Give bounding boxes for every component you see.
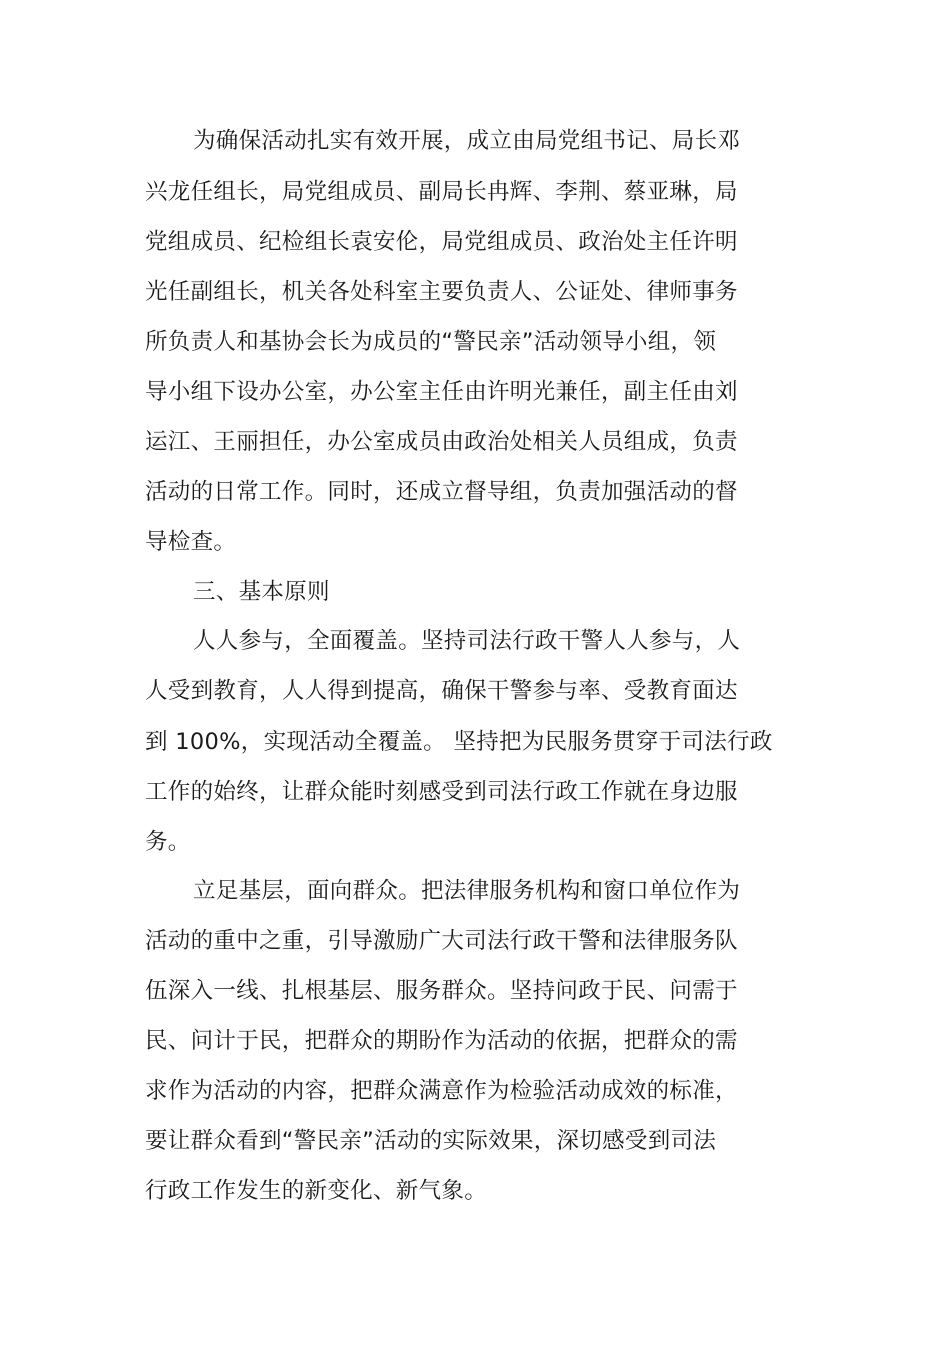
text-line: 所负责人和基协会长为成员的“警民亲”活动领导小组，领 xyxy=(145,329,717,355)
text-line: 求作为活动的内容，把群众满意作为检验活动成效的标准， xyxy=(145,1078,738,1104)
text-line: 要让群众看到“警民亲”活动的实际效果，深切感受到司法 xyxy=(145,1128,717,1154)
text-line: 党组成员、纪检组长袁安伦，局党组成员、政治处主任许明 xyxy=(145,229,738,255)
text-line: 为确保活动扎实有效开展，成立由局党组书记、局长邓 xyxy=(193,128,741,154)
text-line: 行政工作发生的新变化、新气象。 xyxy=(145,1178,488,1204)
text-line: 活动的日常工作。同时，还成立督导组，负责加强活动的督 xyxy=(145,479,738,505)
section-heading: 三、基本原则 xyxy=(193,579,330,605)
text-line: 导检查。 xyxy=(145,529,237,555)
text-line: 兴龙任组长，局党组成员、副局长冉辉、李荆、蔡亚琳，局 xyxy=(145,179,738,205)
text-line: 民、问计于民，把群众的期盼作为活动的依据，把群众的需 xyxy=(145,1028,738,1054)
text-line: 务。 xyxy=(145,829,191,855)
text-line: 到 100%，实现活动全覆盖。 坚持把为民服务贯穿于司法行政 xyxy=(145,729,773,755)
text-line: 工作的始终，让群众能时刻感受到司法行政工作就在身边服 xyxy=(145,779,738,805)
text-line: 光任副组长，机关各处科室主要负责人、公证处、律师事务 xyxy=(145,279,738,305)
text-line: 运江、王丽担任，办公室成员由政治处相关人员组成，负责 xyxy=(145,429,738,455)
text-line: 活动的重中之重，引导激励广大司法行政干警和法律服务队 xyxy=(145,928,738,954)
text-line: 人人参与，全面覆盖。坚持司法行政干警人人参与，人 xyxy=(193,628,741,654)
text-line: 人受到教育，人人得到提高，确保干警参与率、受教育面达 xyxy=(145,678,738,704)
text-line: 导小组下设办公室，办公室主任由许明光兼任，副主任由刘 xyxy=(145,379,738,405)
text-line: 立足基层，面向群众。把法律服务机构和窗口单位作为 xyxy=(193,878,741,904)
text-line: 伍深入一线、扎根基层、服务群众。坚持问政于民、问需于 xyxy=(145,978,738,1004)
